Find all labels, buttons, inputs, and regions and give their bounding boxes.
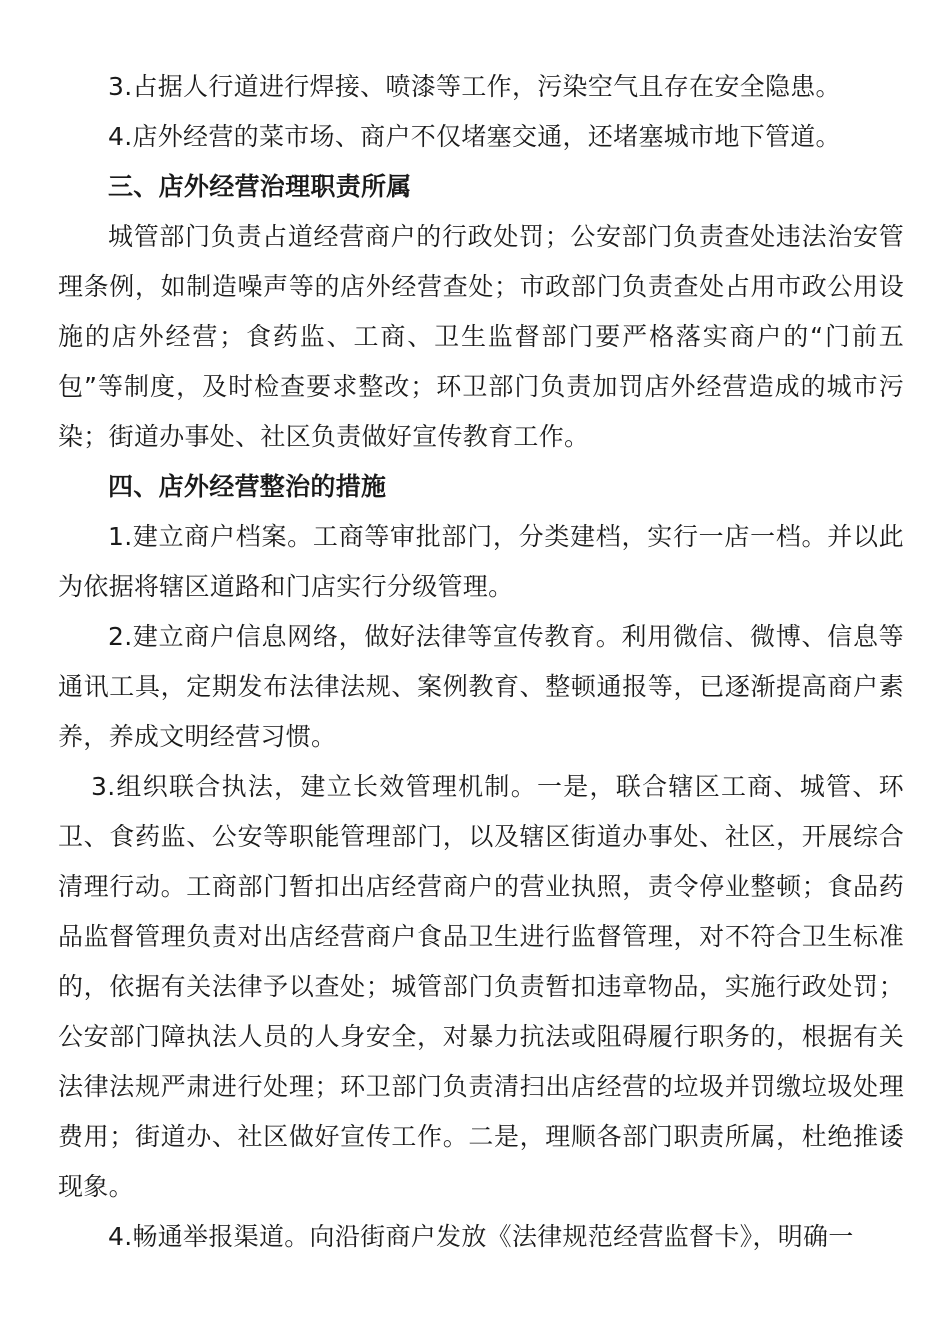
section-heading-4: 四、店外经营整治的措施 [108,472,387,501]
paragraph-measure-1: 1.建立商户档案。工商等审批部门，分类建档，实行一店一档。并以此为依据将辖区道路和门店实行分级管理。 [58,522,904,601]
paragraph-measure-3: 3.组织联合执法，建立长效管理机制。一是，联合辖区工商、城管、环卫、食药监、公安等职能管理部门，以及辖区街道办事处、社区，开展综合清理行动。工商部门暂扣出店经营商户的营业执照，责令停业整顿；食品药品监督管理负责对出店经营商户食品卫生进行监督管理，对不符合卫生标准的，依据有关法律予以查处；城管部门负责暂扣违章物品，实施行政处罚；公安部门障执法人员的人身安全，对暴力抗法或阻碍履行职务的，根据有关法律法规严肃进行处理；环卫部门负责清扫出店经营的垃圾并罚缴垃圾处理费用；街道办、社区做好宣传工作。二是，理顺各部门职责所属，杜绝推诿现象。 [58,772,904,1201]
section-heading-3: 三、店外经营治理职责所属 [108,172,412,201]
paragraph-item-3: 3.占据人行道进行焊接、喷漆等工作，污染空气且存在安全隐患。 [108,72,841,101]
document-page [58,62,904,1262]
paragraph-item-4: 4.店外经营的菜市场、商户不仅堵塞交通，还堵塞城市地下管道。 [108,122,841,151]
paragraph-measure-4: 4.畅通举报渠道。向沿街商户发放《法律规范经营监督卡》，明确一 [108,1222,854,1251]
paragraph-responsibilities: 城管部门负责占道经营商户的行政处罚；公安部门负责查处违法治安管理条例，如制造噪声等的店外经营查处；市政部门负责查处占用市政公用设施的店外经营；食药监、工商、卫生监督部门要严格落实商户的“门前五包”等制度，及时检查要求整改；环卫部门负责加罚店外经营造成的城市污染；街道办事处、社区负责做好宣传教育工作。 [58,222,904,451]
paragraph-measure-2: 2.建立商户信息网络，做好法律等宣传教育。利用微信、微博、信息等通讯工具，定期发布法律法规、案例教育、整顿通报等，已逐渐提高商户素养，养成文明经营习惯。 [58,622,904,751]
